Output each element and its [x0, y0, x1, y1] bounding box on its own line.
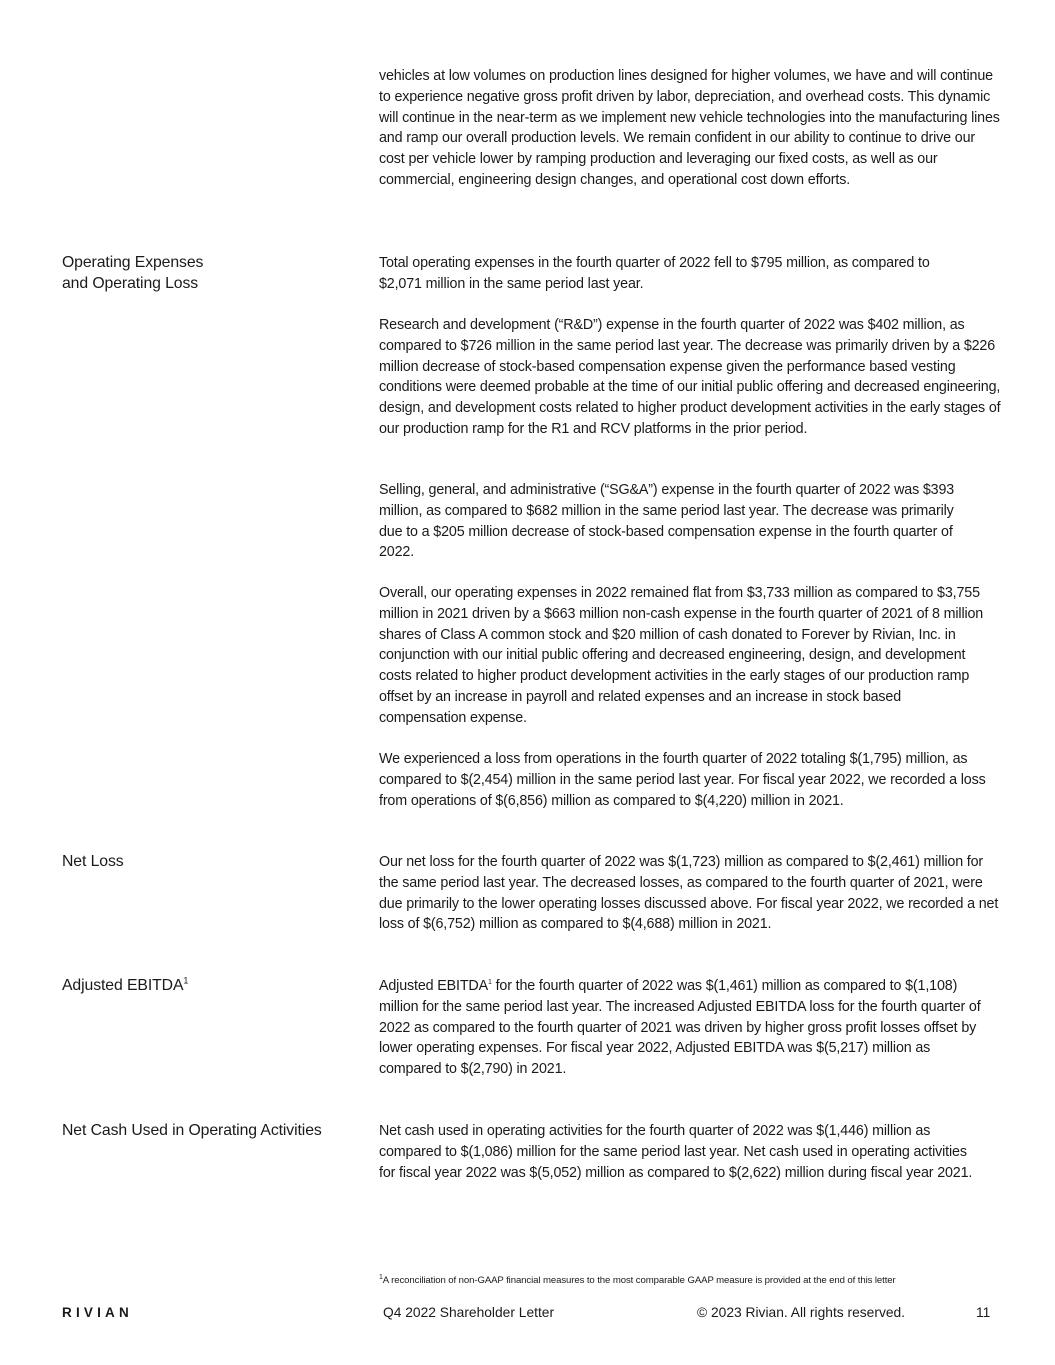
footer-copyright: © 2023 Rivian. All rights reserved.	[697, 1305, 906, 1320]
net-cash-paragraph: Net cash used in operating activities for the fourth quarter of 2022 was $(1,446) million as compared to $(1,086) million for the same period last year. Net cash used in operating activities for fiscal year 2022 was $(5,052) million as compared to $(2,622) million during fiscal year 2021.	[379, 1123, 973, 1181]
net-cash-heading: Net Cash Used in Operating Activities	[62, 1122, 322, 1139]
footnote-marker: 1	[379, 1274, 383, 1281]
intro-paragraph: vehicles at low volumes on production lines designed for higher volumes, we have and will continue to experience negative gross profit driven by labor, depreciation, and overhead costs. This dynamic will continue in the near-term as we implement new vehicle technologies into the manufacturing lines and ramp our overall production levels. We remain confident in our ability to continue to drive our cost per vehicle lower by ramping production and leveraging our fixed costs, as well as our commercial, engineering design changes, and operational cost down efforts.	[379, 68, 1000, 188]
ebitda-footnote-ref: 1	[488, 979, 492, 987]
ebitda-body-text: for the fourth quarter of 2022 was $(1,461) million as compared to $(1,108) million for the same period last year. The increased Adjusted EBITDA loss for the fourth quarter of 2022 as compared to the fourth quarter of 2021 was driven by higher gross profit losses offset by lower operating expenses. For fiscal year 2022, Adjusted EBITDA was $(5,217) million as compared to $(2,790) in 2021.	[379, 978, 981, 1078]
sga-expense-paragraph: Selling, general, and administrative (“SG&A”) expense in the fourth quarter of 2022 was $393 million, as compared to $682 million in the same period last year. The decrease was primarily due to a $205 million decrease of stock-based compensation expense in the fourth quarter of 2022.	[379, 482, 955, 561]
net-loss-heading: Net Loss	[62, 853, 124, 870]
operating-heading-line1: Operating Expenses	[62, 254, 204, 271]
rivian-logo: RIVIAN	[62, 1305, 133, 1320]
footnote-text: A reconciliation of non-GAAP financial measures to the most comparable GAAP measure is provided at the end of this letter	[382, 1275, 896, 1287]
operating-expenses-paragraph: Total operating expenses in the fourth quarter of 2022 fell to $795 million, as compared to $2,071 million in the same period last year.	[379, 255, 930, 292]
footnote	[379, 1272, 896, 1287]
ebitda-heading-footnote-ref: 1	[183, 975, 189, 986]
operating-heading-line2: and Operating Loss	[62, 274, 199, 292]
net-loss-paragraph: Our net loss for the fourth quarter of 2022 was $(1,723) million as compared to $(2,461) million for the same period last year. The decreased losses, as compared to the fourth quarter of 2021, were due primarily to the lower operating losses discussed above. For fiscal year 2022, we recorded a net loss of $(6,752) million as compared to $(4,688) million in 2021.	[379, 854, 999, 933]
operating-expenses-heading	[62, 253, 362, 295]
ebitda-heading-text: Adjusted EBITDA	[62, 977, 184, 994]
adjusted-ebitda-paragraph	[379, 976, 991, 1080]
adjusted-ebitda-heading	[62, 976, 362, 997]
footer-document-title: Q4 2022 Shareholder Letter	[383, 1305, 555, 1320]
footer-page-number: 11	[976, 1305, 991, 1320]
overall-opex-paragraph: Overall, our operating expenses in 2022 remained flat from $3,733 million as compared to $3,755 million in 2021 driven by a $663 million non-cash expense in the fourth quarter of 2021 of 8 million shares of Class A common stock and $20 million of cash donated to Forever by Rivian, Inc. in conjunction with our initial public offering and decreased engineering, design, and development costs related to higher product development activities in the early stages of our production ramp offset by an increase in payroll and related expenses and an increase in stock based compensation expense.	[379, 585, 984, 726]
ebitda-lead-text: Adjusted EBITDA	[379, 978, 488, 994]
rnd-expense-paragraph: Research and development (“R&D”) expense in the fourth quarter of 2022 was $402 million, as compared to $726 million in the same period last year. The decrease was primarily driven by a $226 million decrease of stock-based compensation expense given the performance based vesting conditions were deemed probable at the time of our initial public offering and decreased engineering, design, and development costs related to higher product development activities in the early stages of our production ramp for the R1 and RCV platforms in the prior period.	[379, 317, 1001, 437]
operating-loss-paragraph: We experienced a loss from operations in the fourth quarter of 2022 totaling $(1,795) million, as compared to $(2,454) million in the same period last year. For fiscal year 2022, we recorded a loss from operations of $(6,856) million as compared to $(4,220) million in 2021.	[379, 751, 986, 809]
